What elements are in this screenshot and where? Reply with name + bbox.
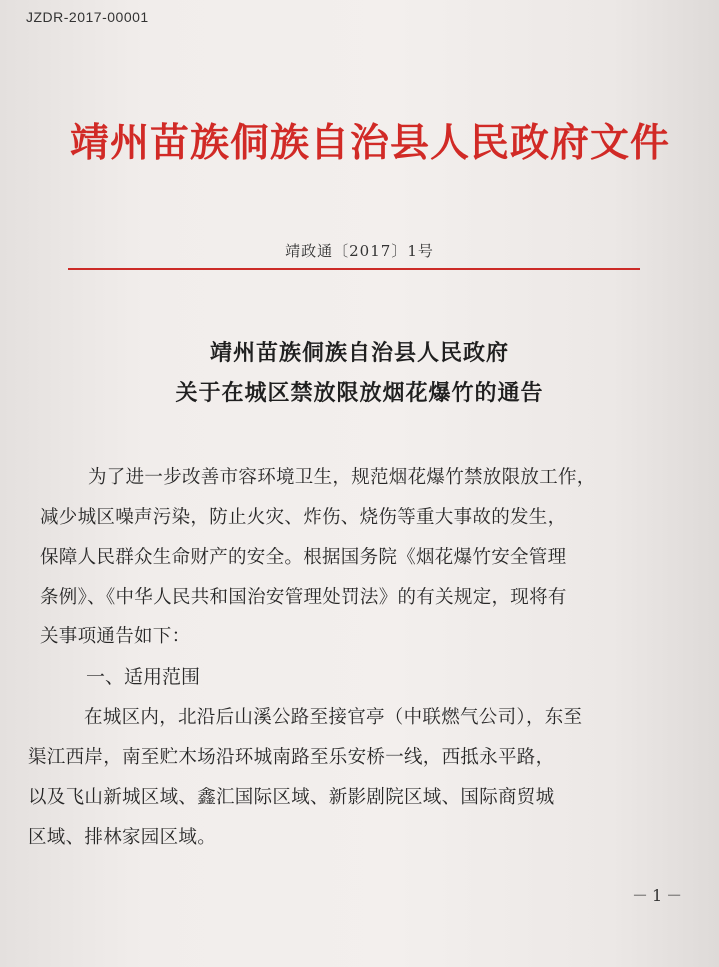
intro-paragraph-line: 条例》、《中华人民共和国治安管理处罚法》的有关规定，现将有 bbox=[40, 587, 567, 608]
section-1-line: 渠江西岸，南至贮木场沿环城南路至乐安桥一线，西抵永平路， bbox=[28, 747, 555, 768]
document-header-title: 靖州苗族侗族自治县人民政府文件 bbox=[70, 120, 671, 166]
section-1-line: 在城区内，北沿后山溪公路至接官亭（中联燃气公司），东至 bbox=[84, 707, 583, 728]
notice-title-line-2: 关于在城区禁放限放烟花爆竹的通告 bbox=[175, 380, 544, 406]
document-number: 靖政通〔2017〕1号 bbox=[285, 242, 434, 260]
page-number: －1－ bbox=[632, 886, 687, 905]
intro-paragraph-line: 减少城区噪声污染，防止火灾、炸伤、烧伤等重大事故的发生， bbox=[40, 507, 567, 528]
notice-title-line-1: 靖州苗族侗族自治县人民政府 bbox=[209, 340, 509, 366]
intro-paragraph-line: 为了进一步改善市容环境卫生，规范烟花爆竹禁放限放工作， bbox=[88, 467, 596, 488]
red-divider-line bbox=[68, 268, 640, 270]
document-code: JZDR-2017-00001 bbox=[26, 9, 149, 25]
intro-paragraph-line: 关事项通告如下： bbox=[40, 626, 191, 647]
section-heading-scope: 一、适用范围 bbox=[86, 666, 201, 688]
section-1-line: 以及飞山新城区域、鑫汇国际区域、新影剧院区域、国际商贸城 bbox=[28, 787, 555, 808]
intro-paragraph-line: 保障人民群众生命财产的安全。根据国务院《烟花爆竹安全管理 bbox=[40, 547, 567, 568]
section-1-line: 区域、排林家园区域。 bbox=[28, 827, 217, 848]
